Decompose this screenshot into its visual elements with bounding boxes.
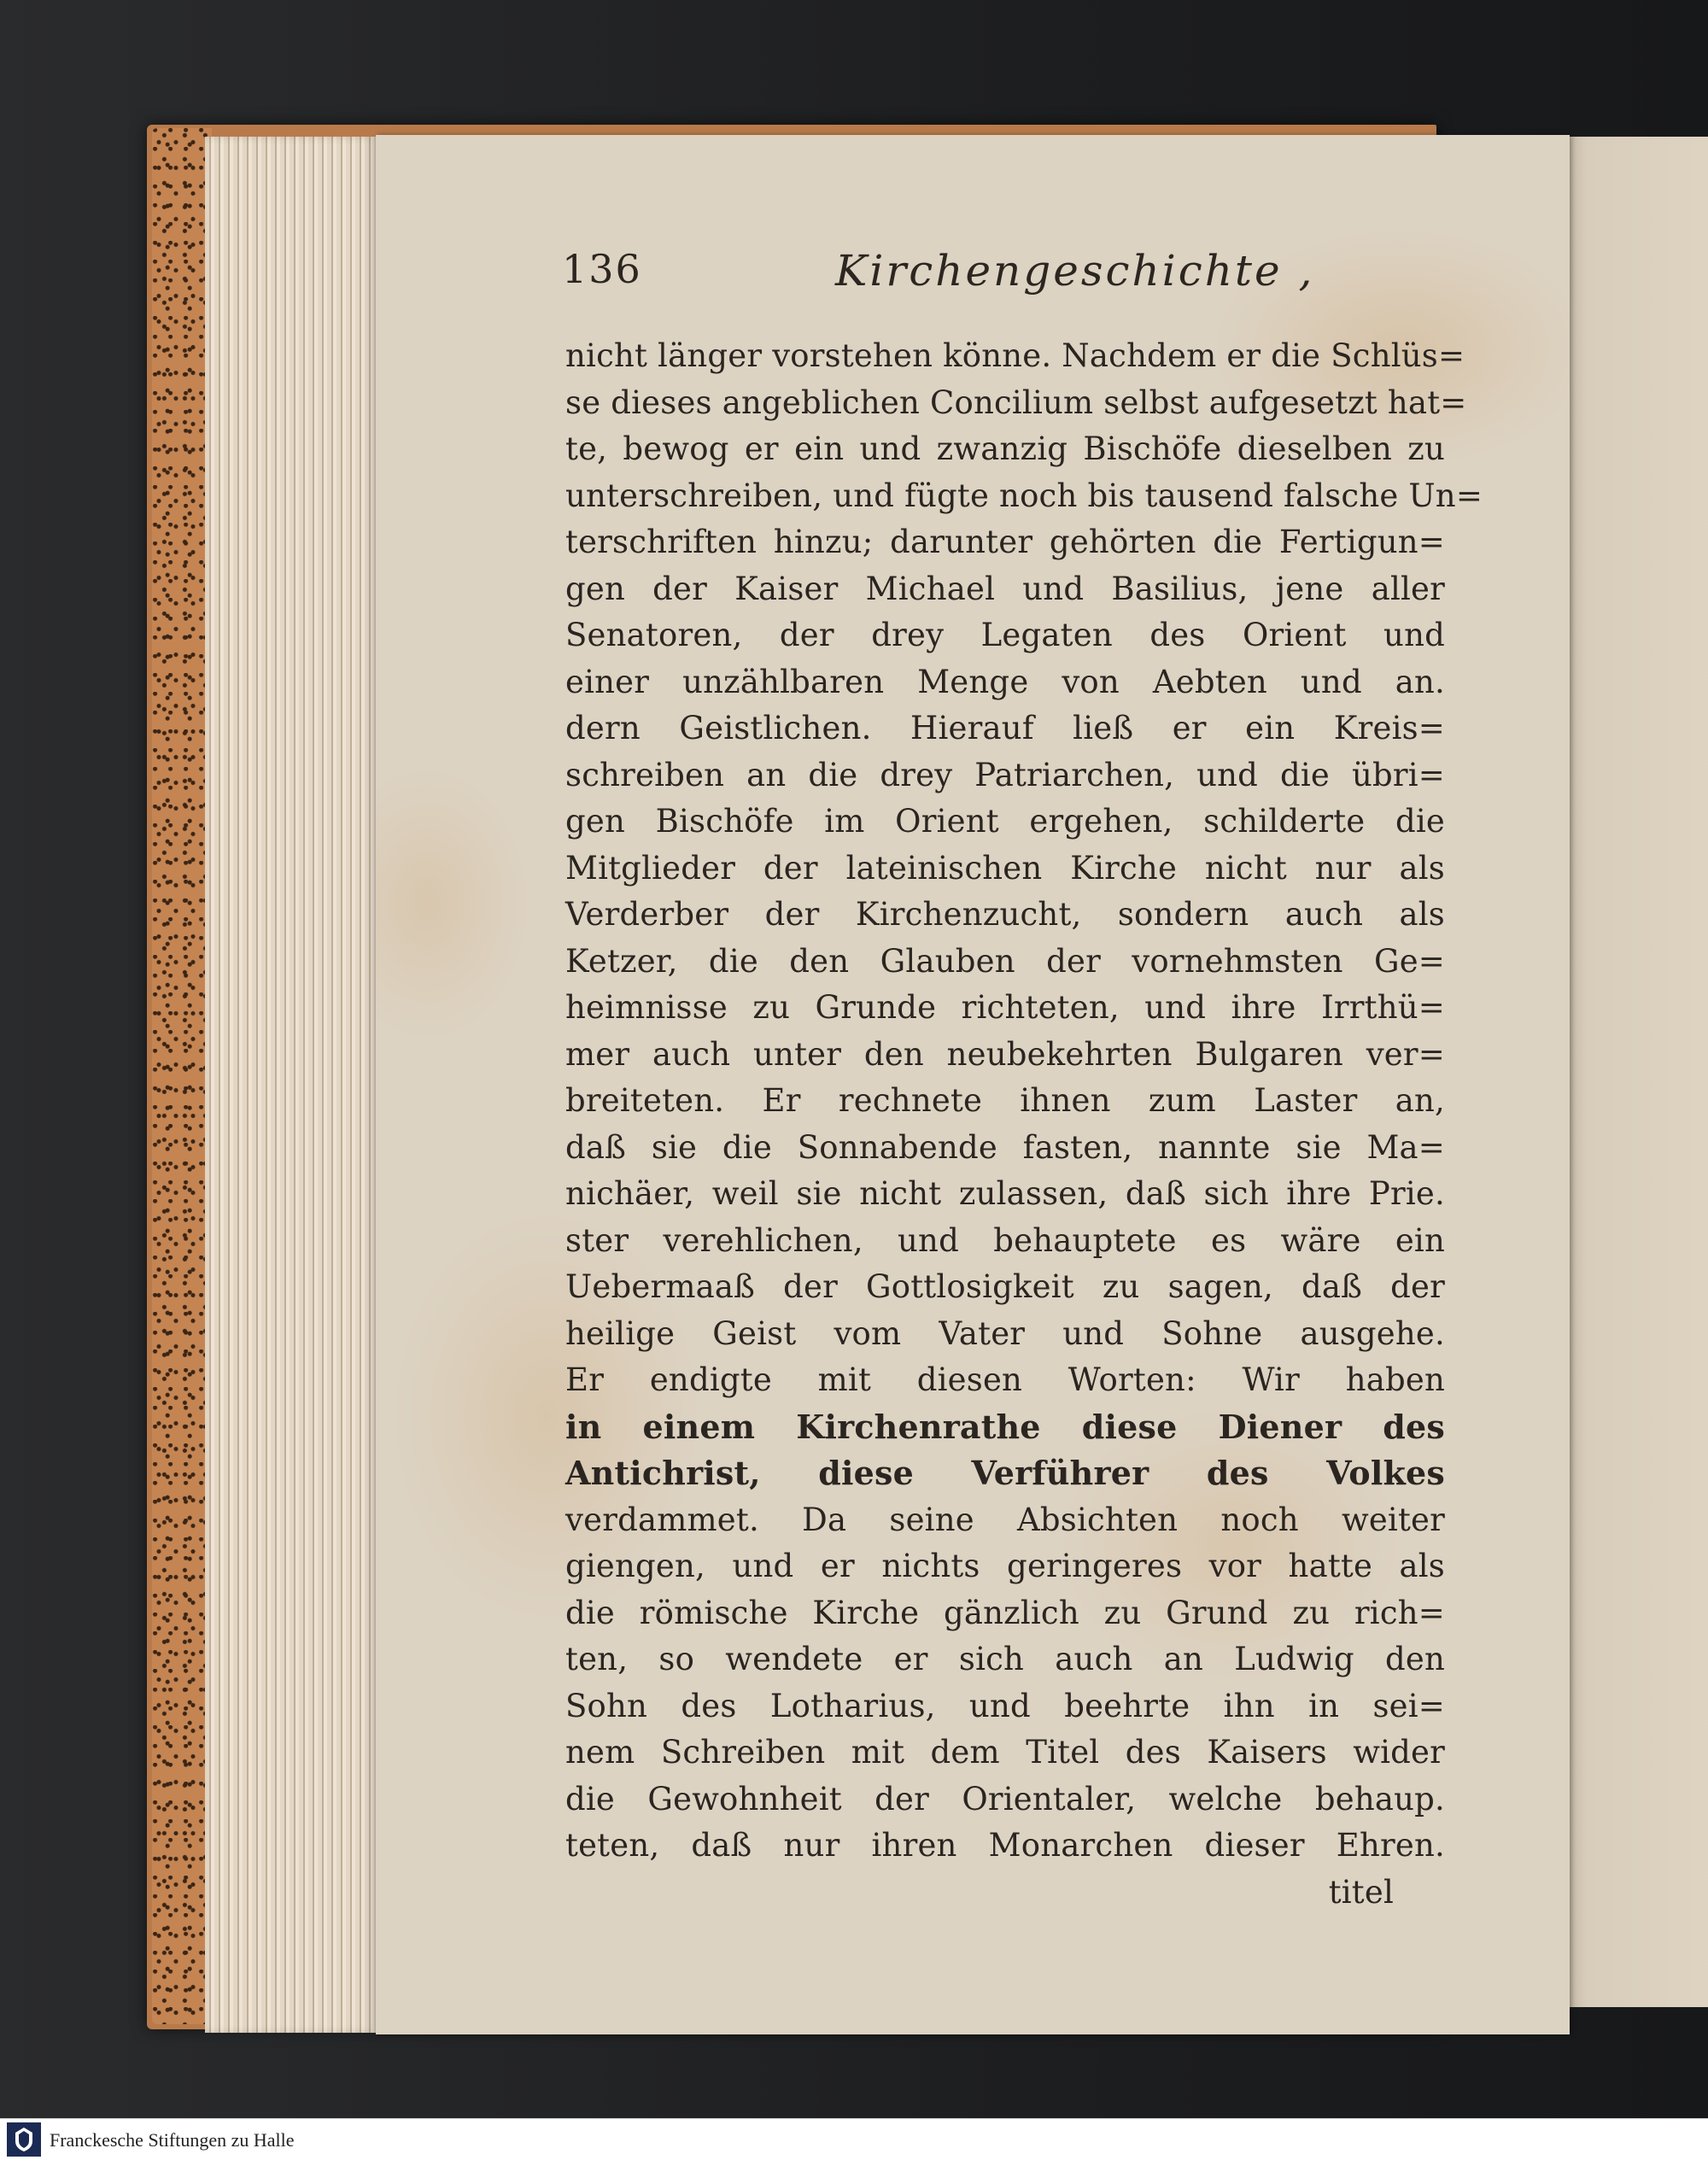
catchword: titel (1328, 1873, 1394, 1911)
text-line: Er endigte mit diesen Worten: Wir haben (565, 1361, 1445, 1398)
text-line: unterschreiben, und fügte noch bis tausend falsche Un= (565, 477, 1483, 514)
text-line-emphasis: in einem Kirchenrathe diese Diener des (565, 1407, 1445, 1446)
text-line: Ketzer, die den Glauben der vornehmsten Ge= (565, 942, 1445, 980)
text-line: gen Bischöfe im Orient ergehen, schilderte die (565, 803, 1445, 840)
institution-name: Franckesche Stiftungen zu Halle (50, 2129, 295, 2151)
page-number: 136 (562, 246, 642, 292)
footer-bar (0, 2118, 1708, 2160)
text-line: Sohn des Lotharius, und beehrte ihn in sei= (565, 1687, 1445, 1724)
franckesche-stiftungen-logo-icon (7, 2122, 41, 2157)
text-line: Mitglieder der lateinischen Kirche nicht nur als (565, 849, 1445, 887)
text-line-emphasis: Antichrist, diese Verführer des Volkes (565, 1454, 1445, 1492)
text-line: ster verehlichen, und behauptete es wäre ein (565, 1221, 1445, 1259)
text-line: teten, daß nur ihren Monarchen dieser Ehren. (565, 1827, 1445, 1864)
text-line: nicht länger vorstehen könne. Nachdem er die Schlüs= (565, 337, 1465, 374)
body-text (565, 333, 1483, 1916)
text-line: Verderber der Kirchenzucht, sondern auch als (565, 896, 1445, 933)
page-header (562, 246, 1553, 306)
text-line: dern Geistlichen. Hierauf ließ er ein Kreis= (565, 710, 1445, 746)
book-page (376, 135, 1570, 2034)
text-line: Uebermaaß der Gottlosigkeit zu sagen, daß der (565, 1268, 1445, 1305)
text-line: breiteten. Er rechnete ihnen zum Laster an, (565, 1082, 1445, 1119)
text-line: te, bewog er ein und zwanzig Bischöfe dieselben zu (565, 430, 1445, 467)
text-line: schreiben an die drey Patriarchen, und die übri= (565, 756, 1445, 793)
book-cover-edge (152, 128, 212, 2024)
text-line: ten, so wendete er sich auch an Ludwig den (565, 1641, 1445, 1677)
text-line: heilige Geist vom Vater und Sohne ausgehe. (565, 1314, 1445, 1352)
text-line: nichäer, weil sie nicht zulassen, daß sich ihre Prie. (565, 1175, 1445, 1212)
text-line: se dieses angeblichen Concilium selbst aufgesetzt hat= (565, 383, 1467, 421)
text-line: die römische Kirche gänzlich zu Grund zu rich= (565, 1594, 1445, 1631)
text-line: gen der Kaiser Michael und Basilius, jene aller (565, 570, 1445, 607)
text-line: die Gewohnheit der Orientaler, welche behaup. (565, 1780, 1445, 1818)
text-line: daß sie die Sonnabende fasten, nannte sie Ma= (565, 1128, 1445, 1166)
page-edges (205, 137, 376, 2033)
facing-page (1558, 137, 1708, 2007)
text-line: giengen, und er nichts geringeres vor hatte als (565, 1548, 1445, 1584)
text-line: einer unzählbaren Menge von Aebten und an. (565, 663, 1445, 700)
text-line: verdammet. Da seine Absichten noch weiter (565, 1501, 1445, 1538)
text-line: nem Schreiben mit dem Titel des Kaisers wider (565, 1734, 1445, 1771)
running-head: Kirchengeschichte , (835, 246, 1315, 296)
text-line: heimnisse zu Grunde richteten, und ihre Irrthü= (565, 989, 1445, 1026)
text-line: terschriften hinzu; darunter gehörten die Fertigun= (565, 524, 1445, 560)
text-line: Senatoren, der drey Legaten des Orient und (565, 617, 1445, 653)
text-line: mer auch unter den neubekehrten Bulgaren ver= (565, 1035, 1445, 1073)
